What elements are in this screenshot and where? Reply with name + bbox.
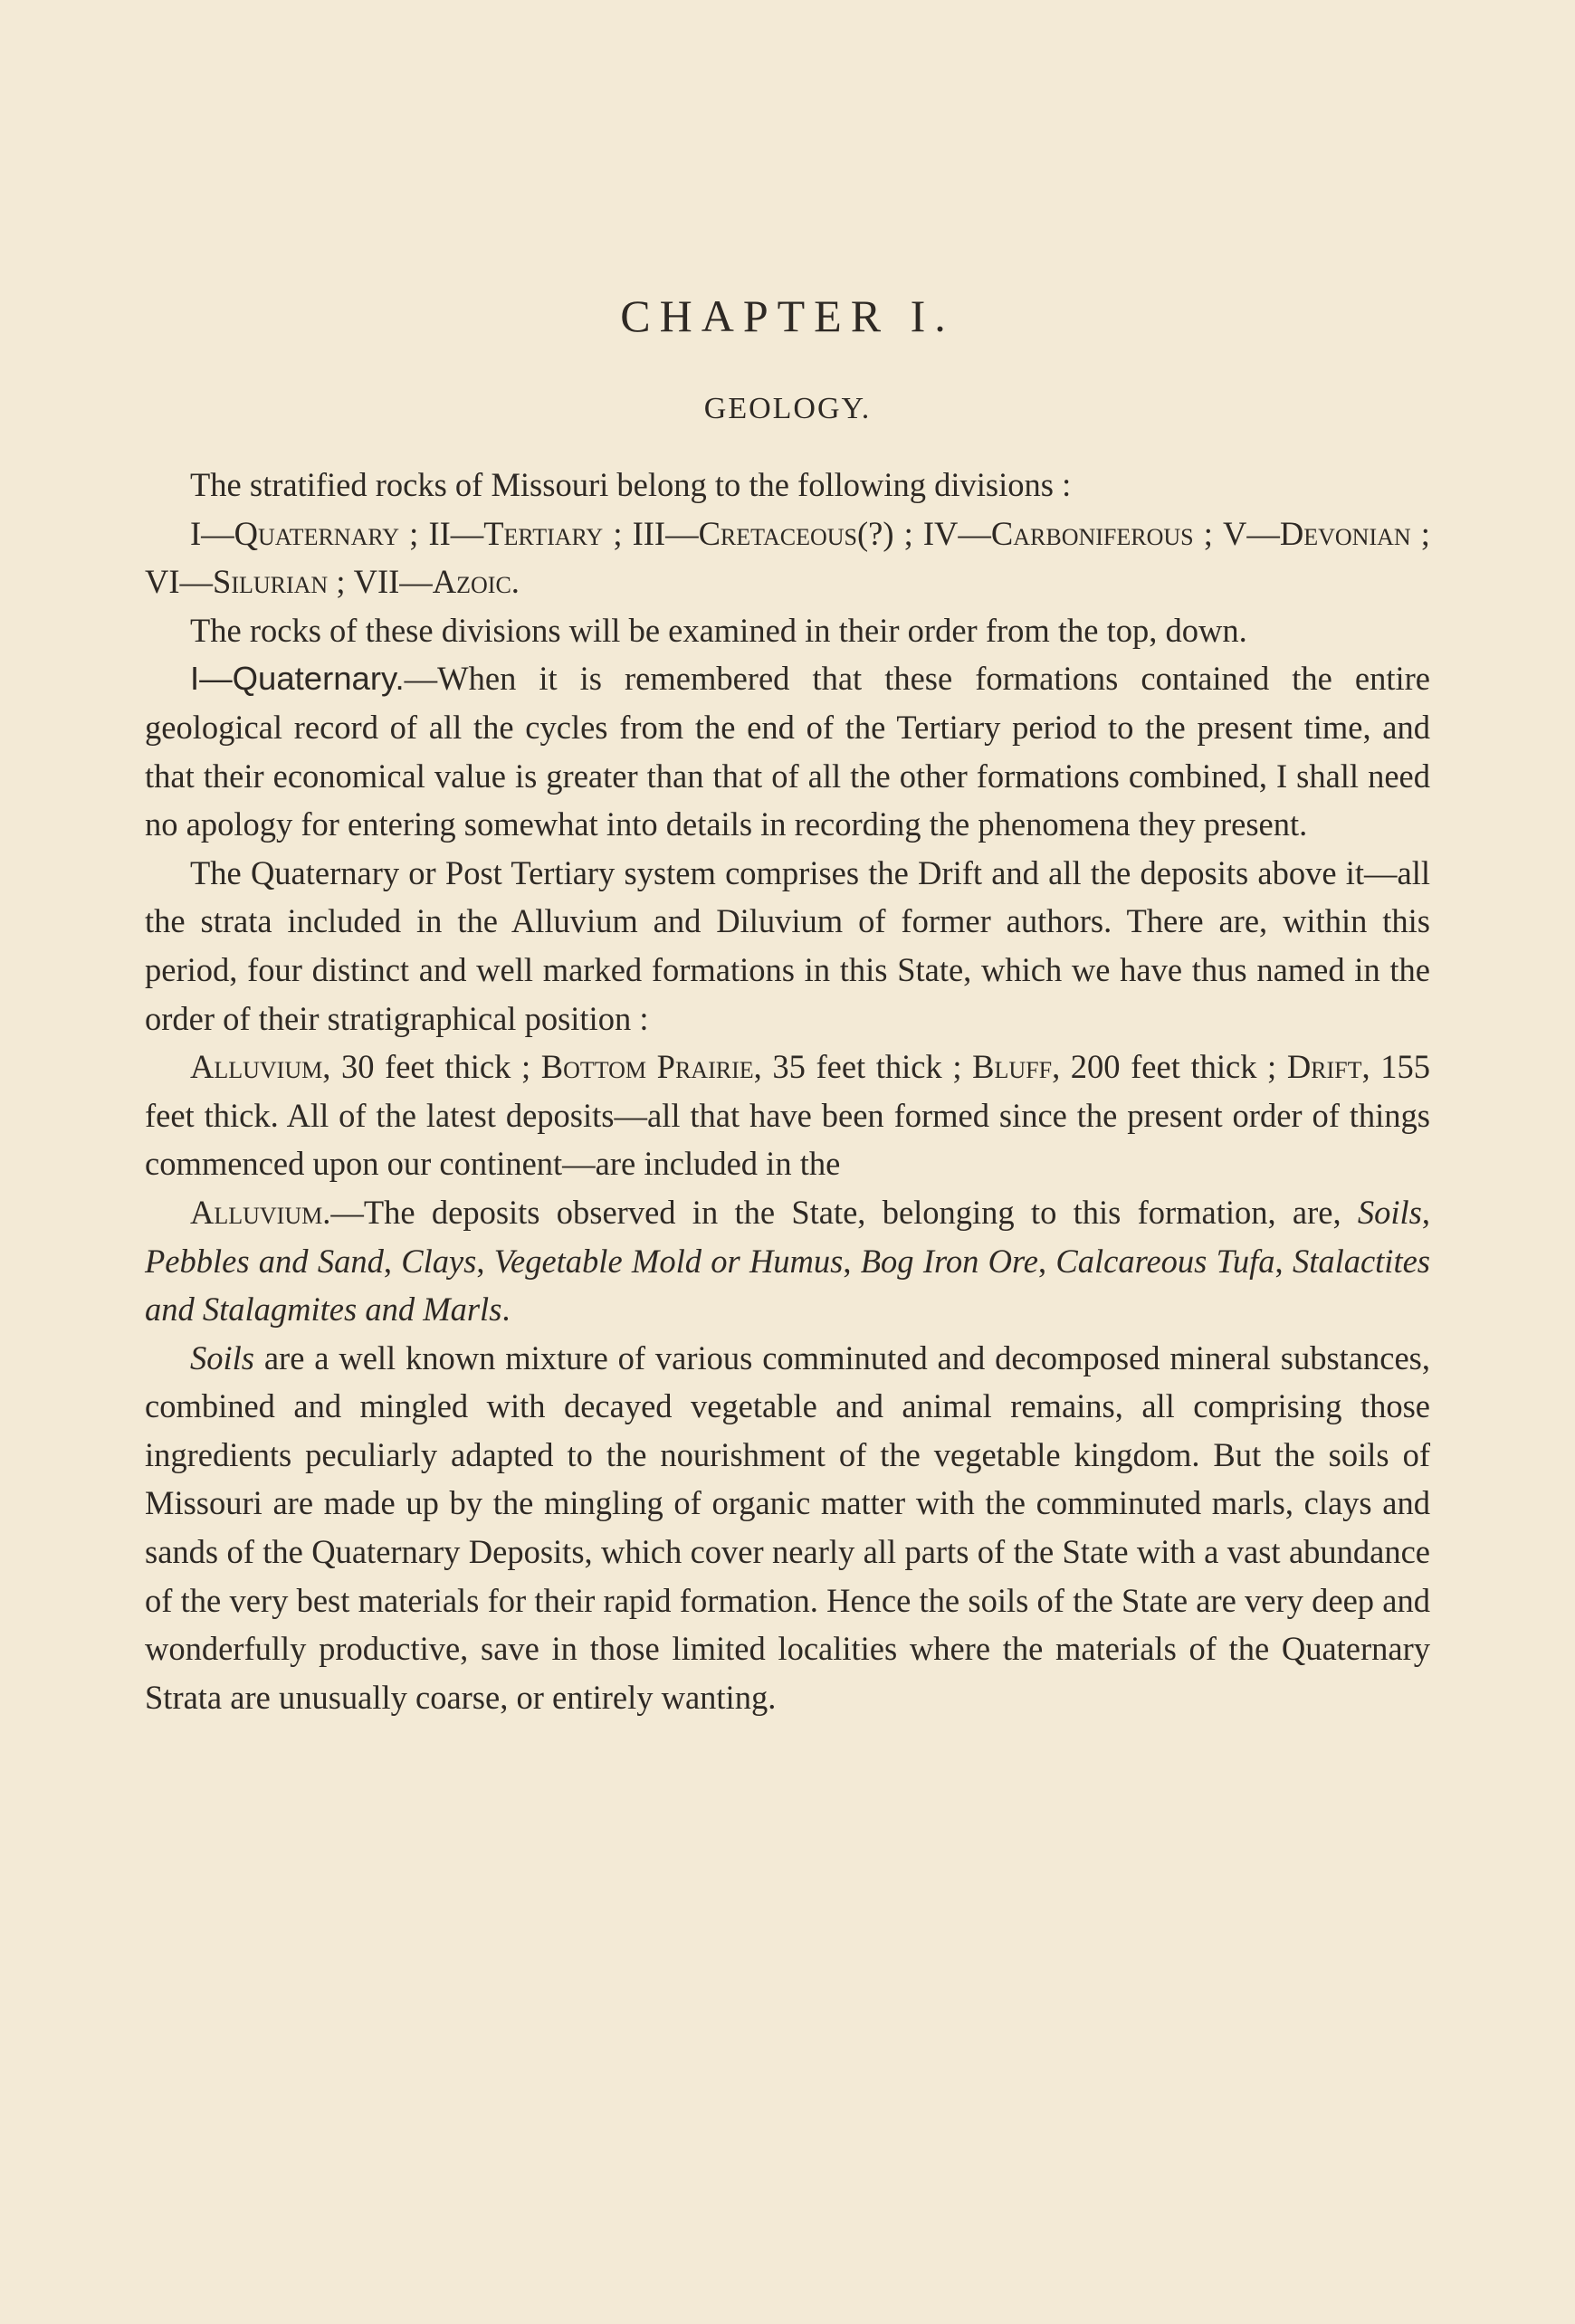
division-silurian: VI—Silurian <box>145 563 329 601</box>
quaternary-heading: I—Quaternary. <box>190 660 405 698</box>
separator: , <box>843 1242 861 1280</box>
term-stalactites: Stalactites and Stalagmites and Marls <box>145 1242 1430 1329</box>
section-title: GEOLOGY. <box>703 392 872 425</box>
separator: ; <box>1193 514 1224 552</box>
period: . <box>511 563 520 601</box>
period: . <box>501 1291 511 1329</box>
formation-bluff: Bluff <box>972 1048 1053 1086</box>
separator: ; <box>603 514 633 552</box>
page <box>145 290 1430 1721</box>
paragraph-intro: The stratified rocks of Missouri belong to the following divisions : <box>190 466 1072 503</box>
alluvium-heading: Alluvium <box>190 1193 323 1231</box>
formation-drift-text: , 155 feet thick. All of the latest deposits—all that have been formed since the present order of things commenced upon our continent—are included in the <box>145 1048 1430 1183</box>
soils-heading: Soils <box>190 1338 254 1376</box>
formation-drift: Drift <box>1286 1048 1362 1086</box>
separator: , <box>383 1242 402 1280</box>
soils-text: are a well known mixture of various comminuted and decomposed mineral substances, combined and mingled with decayed vegetable and animal remains, all comprising those ingredients peculiarly adapted to the nourishment of the vegetable kingdom. But the soils of Missouri are made up by the mingling of organic matter with the comminuted marls, clays and sands of the Quaternary Deposits, which cover nearly all parts of the State with a vast abundance of the very best materials for their rapid formation. Hence the soils of the State are very deep and wonderfully productive, save in those limited localities where the materials of the Quaternary Strata are unusually coarse, or entirely wanting. <box>145 1338 1430 1716</box>
paragraph-formations <box>145 1043 1430 1188</box>
quaternary-text: —When it is remembered that these formations contained the entire geological record of all the cycles from the end of the Tertiary period to the present time, and that their economical value is greater than that of all the other formations combined, I shall need no apology for entering somewhat into details in recording the phenomena they present. <box>145 660 1430 843</box>
division-cretaceous: III—Cretaceous(?) <box>632 514 894 552</box>
formation-alluvium-thickness: , 30 feet thick ; <box>322 1048 541 1086</box>
formation-alluvium: Alluvium <box>190 1048 323 1086</box>
alluvium-text: .—The deposits observed in the State, belonging to this formation, are, <box>322 1193 1358 1231</box>
separator: ; <box>893 514 923 552</box>
term-pebbles-and-sand: Pebbles and Sand <box>145 1242 384 1280</box>
term-vegetable-mold: Vegetable Mold or Humus <box>493 1242 844 1280</box>
separator: ; <box>328 563 354 601</box>
separator: , <box>476 1242 494 1280</box>
division-tertiary: II—Tertiary <box>428 514 604 552</box>
paragraph-post-tertiary: The Quaternary or Post Tertiary system comprises the Drift and all the deposits above it—all the strata included in the Alluvium and Diluvium of former authors. There are, within this period, four distinct and well marked formations in this State, which we have thus named in the order of their stratigraphical position : <box>145 853 1430 1037</box>
division-devonian: V—Devonian <box>1223 514 1411 552</box>
separator: , <box>1274 1242 1293 1280</box>
term-calcareous-tufa: Calcareous Tufa <box>1055 1242 1275 1280</box>
paragraph-alluvium <box>145 1188 1430 1334</box>
term-soils: Soils <box>1357 1193 1422 1231</box>
paragraph-quaternary <box>145 654 1430 848</box>
chapter-title: CHAPTER I. <box>620 290 955 341</box>
separator: ; <box>1410 514 1430 552</box>
separator: , <box>1038 1242 1056 1280</box>
term-clays: Clays <box>401 1242 477 1280</box>
formation-bottom-prairie: Bottom Prairie <box>540 1048 754 1086</box>
division-carboniferous: IV—Carboniferous <box>922 514 1194 552</box>
division-azoic: VII—Azoic <box>353 563 511 601</box>
separator: , <box>1421 1193 1430 1231</box>
paragraph-order: The rocks of these divisions will be examined in their order from the top, down. <box>190 611 1247 649</box>
paragraph-soils <box>145 1334 1430 1722</box>
separator: ; <box>399 514 429 552</box>
division-quaternary: I—Quaternary <box>190 514 400 552</box>
formation-bluff-thickness: , 200 feet thick ; <box>1052 1048 1287 1086</box>
formation-bottom-prairie-thickness: , 35 feet thick ; <box>753 1048 973 1086</box>
term-bog-iron-ore: Bog Iron Ore <box>860 1242 1039 1280</box>
paragraph-divisions <box>145 510 1430 606</box>
